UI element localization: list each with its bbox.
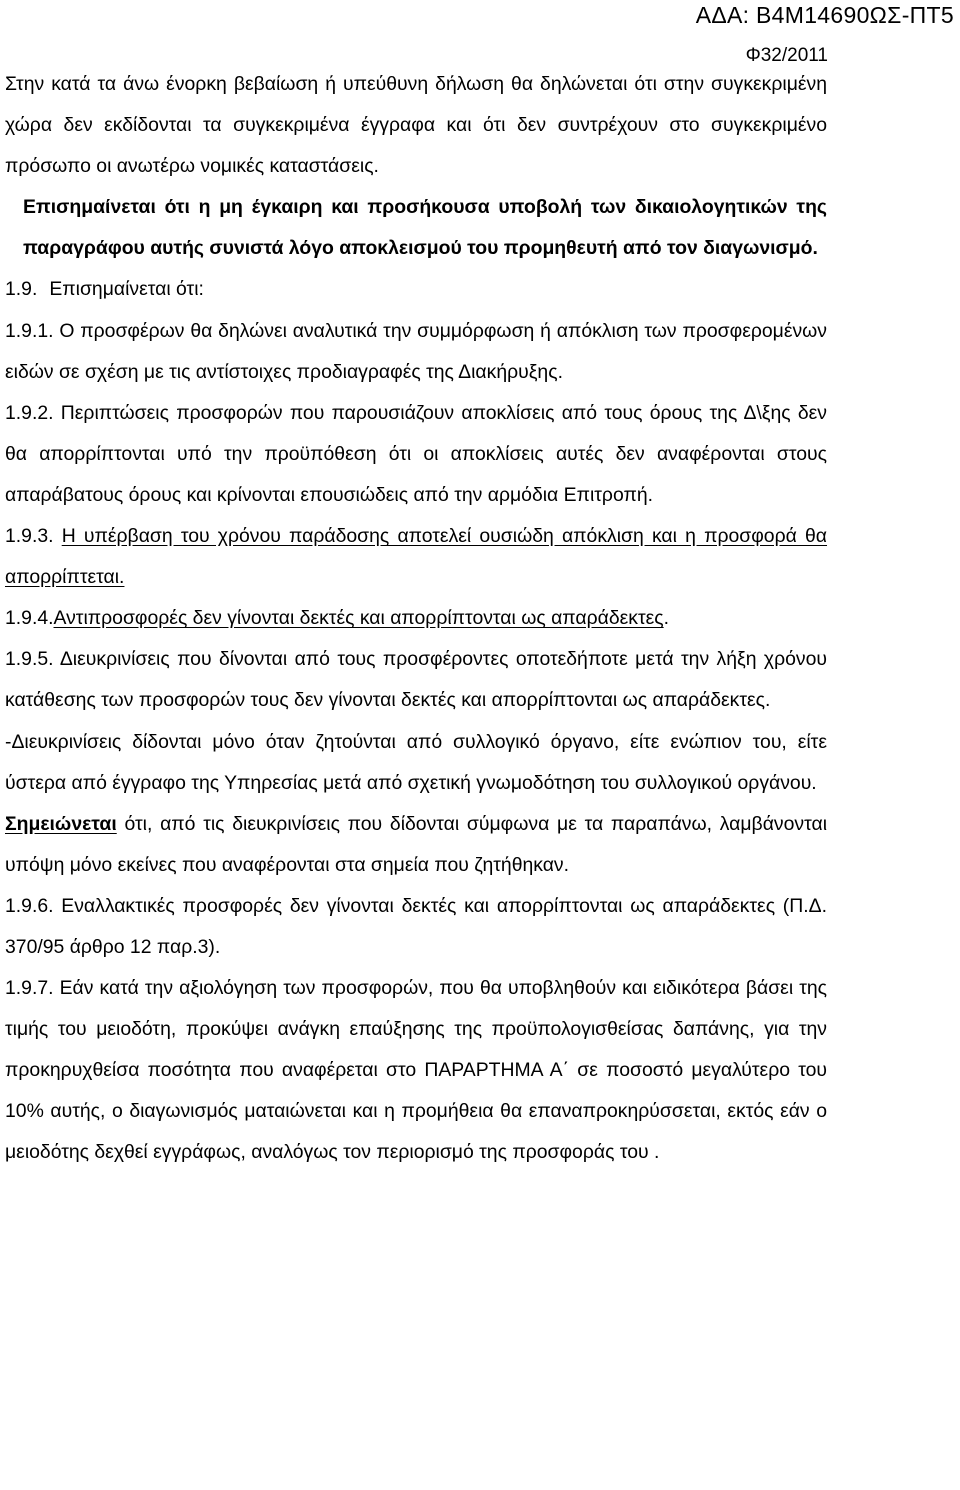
ada-code: ΑΔΑ: Β4Μ14690ΩΣ-ΠΤ5: [695, 2, 954, 28]
paragraph-exclusion-notice: Επισημαίνεται ότι η μη έγκαιρη και προσήκουσα υποβολή των δικαιολογητικών της παραγράφου αυτής συνιστά λόγο αποκλεισμού του προμηθευτή από τον διαγωνισμό.: [23, 196, 827, 260]
section-1-9-2: [5, 393, 827, 516]
note-label: Σημειώνεται: [5, 812, 117, 835]
section-1-9-3: [5, 516, 827, 598]
section-text: Εάν κατά την αξιολόγηση των προσφορών, που θα υποβληθούν και ειδικότερα βάσει της τιμής του μειοδότη, προκύψει ανάγκη επαύξησης της προϋπολογισθείσας δαπάνης, για την προκηρυχθείσα ποσότητα που αναφέρεται στο ΠΑΡΑΡΤΗΜΑ Α΄ σε ποσοστό μεγαλύτερο του 10% αυτής, ο διαγωνισμός ματαιώνεται και η προμήθεια θα επαναπροκηρύσσεται, εκτός εάν ο μειοδότης δεχθεί εγγράφως, αναλόγως τον περιορισμό της προσφοράς του .: [5, 977, 827, 1164]
section-1-9: [5, 269, 827, 310]
section-text: Εναλλακτικές προσφορές δεν γίνονται δεκτές και απορρίπτονται ως απαράδεκτες (Π.Δ. 370/95 άρθρο 12 παρ.3).: [5, 894, 827, 958]
section-number: 1.9.3.: [5, 525, 54, 548]
note-text: ότι, από τις διευκρινίσεις που δίδονται σύμφωνα με τα παραπάνω, λαμβάνονται υπόψη μόνο εκείνες που αναφέρονται στα σημεία που ζητήθηκαν.: [5, 812, 827, 876]
section-number: 1.9.6.: [5, 894, 54, 917]
section-number: 1.9.2.: [5, 401, 54, 424]
paragraph-note: [5, 804, 827, 886]
section-text-underlined: Αντιπροσφορές δεν γίνονται δεκτές και απορρίπτονται ως απαράδεκτες: [53, 607, 664, 630]
section-1-9-7: [5, 968, 827, 1173]
section-1-9-5: [5, 639, 827, 721]
document-reference: Φ32/2011: [745, 45, 828, 66]
section-number: 1.9.7.: [5, 977, 54, 1000]
section-1-9-6: [5, 886, 827, 968]
section-text: Ο προσφέρων θα δηλώνει αναλυτικά την συμμόρφωση ή απόκλιση των προσφερομένων ειδών σε σχέση με τις αντίστοιχες προδιαγραφές της Διακήρυξης.: [5, 319, 827, 383]
section-1-9-1: [5, 311, 827, 393]
section-text-underlined: Η υπέρβαση του χρόνου παράδοσης αποτελεί ουσιώδη απόκλιση και η προσφορά θα απορρίπτεται.: [5, 525, 828, 589]
section-number: 1.9.4.: [5, 607, 54, 630]
section-text: Διευκρινίσεις που δίνονται από τους προσφέροντες οποτεδήποτε μετά την λήξη χρόνου κατάθεσης των προσφορών τους δεν γίνονται δεκτές και απορρίπτονται ως απαράδεκτες.: [5, 648, 827, 712]
document-body: [5, 64, 827, 1174]
section-1-9-4: 1.9.4.Αντιπροσφορές δεν γίνονται δεκτές και απορρίπτονται ως απαράδεκτες.: [5, 607, 670, 630]
section-number: 1.9.5.: [5, 648, 54, 671]
section-text: Επισημαίνεται ότι:: [49, 278, 204, 301]
section-number: 1.9.: [5, 278, 38, 301]
section-number: 1.9.1.: [5, 319, 54, 342]
paragraph-declaration: Στην κατά τα άνω ένορκη βεβαίωση ή υπεύθυνη δήλωση θα δηλώνεται ότι στην συγκεκριμένη χώρα δεν εκδίδονται τα συγκεκριμένα έγγραφα και ότι δεν συντρέχουν στο συγκεκριμένο πρόσωπο οι ανωτέρω νομικές καταστάσεις.: [5, 73, 827, 178]
section-text: Περιπτώσεις προσφορών που παρουσιάζουν αποκλίσεις από τους όρους της Δ\ξης δεν θα απορρίπτονται υπό την προϋπόθεση ότι οι αποκλίσεις αυτές δεν αναφέρονται στους απαράβατους όρους και κρίνονται επουσιώδεις από την αρμόδια Επιτροπή.: [5, 401, 828, 506]
paragraph-clarifications: -Διευκρινίσεις δίδονται μόνο όταν ζητούνται από συλλογικό όργανο, είτε ενώπιον του, είτε ύστερα από έγγραφο της Υπηρεσίας μετά από σχετική γνωμοδότηση του συλλογικού οργάνου.: [5, 730, 827, 794]
